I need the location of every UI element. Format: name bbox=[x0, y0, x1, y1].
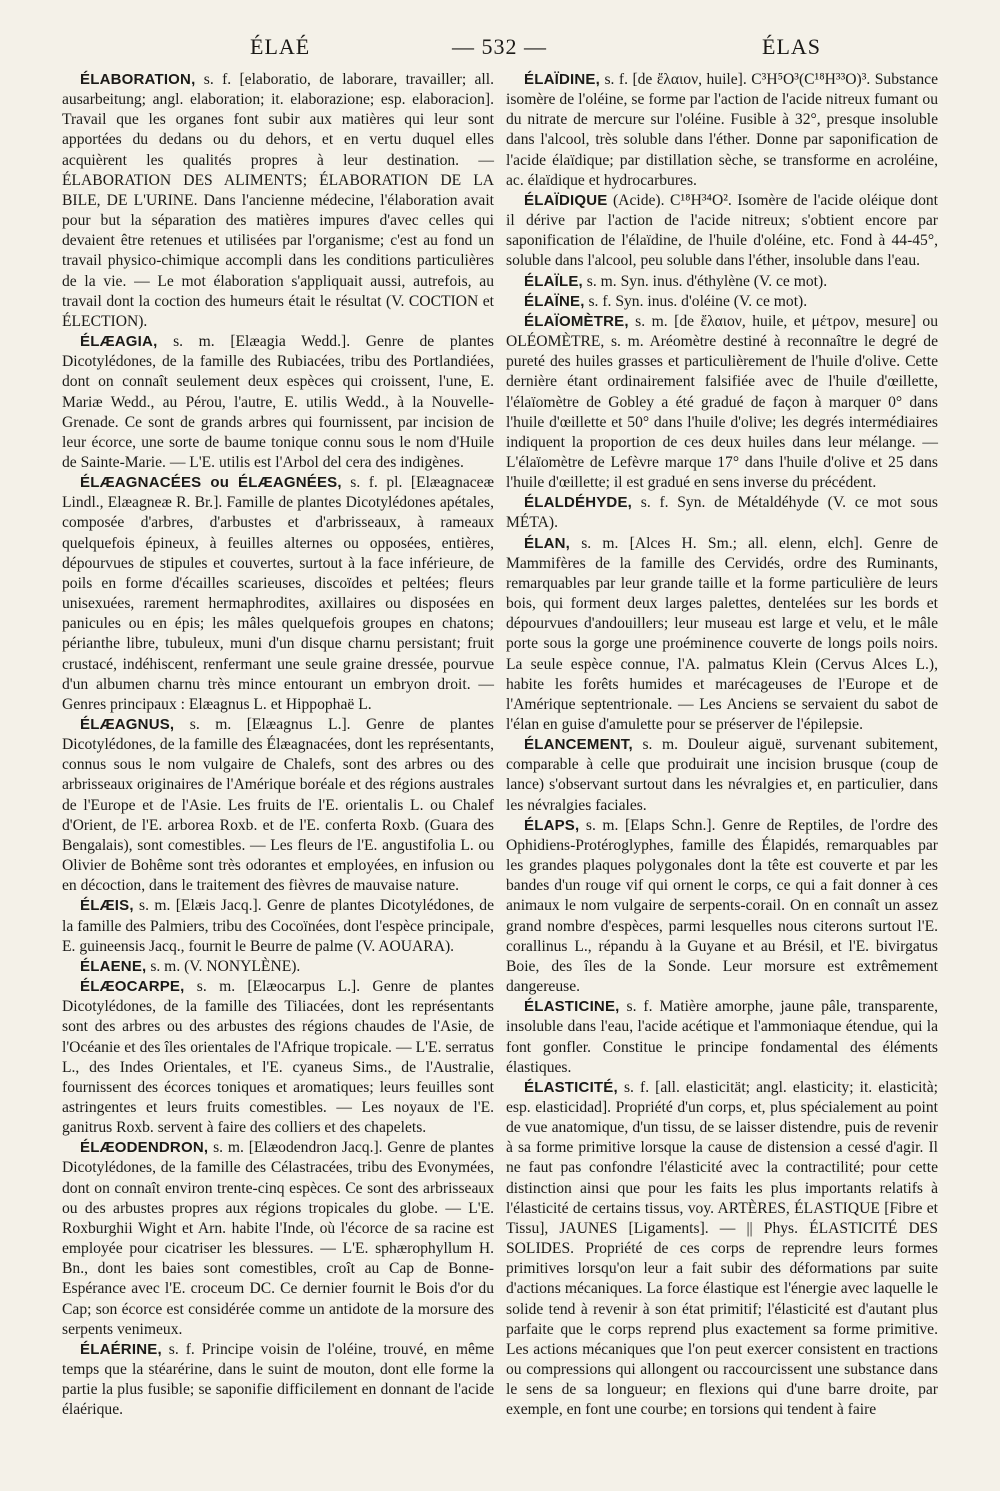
entry-headword: ÉLAÏOMÈTRE, bbox=[524, 312, 629, 330]
entry-headword: ÉLAÏDIQUE bbox=[524, 191, 608, 209]
dictionary-entry bbox=[506, 997, 938, 1078]
dictionary-entry bbox=[506, 735, 938, 816]
running-header bbox=[0, 34, 1000, 64]
entry-definition: s. m. [de ἔλαιον, huile, et μέτρον, mesure] ou OLÉOMÈTRE, s. m. Aréomètre destiné à reconnaître le degré de pureté des huiles grasses et particulièrement de l'huile d'olive. Cette dernière étant ordinairement falsifiée avec de l'huile d'œillette, l'élaïomètre de Gobley a été gradué de façon à marquer 0° dans l'huile d'œillette et 50° dans l'huile d'olive; les degrés intermédiaires indiquent la proportion de ces deux huiles dans leur mélange. — L'élaïomètre de Lefèvre marque 17° dans l'huile d'olive et 25 dans l'huile d'œillette; il est gradué en sens inverse du précédent. bbox=[506, 312, 938, 492]
entry-headword: ÉLÆAGNACÉES ou ÉLÆAGNÉES, bbox=[80, 474, 342, 492]
entry-headword: ÉLAENE, bbox=[80, 957, 147, 975]
dictionary-entry bbox=[506, 1078, 938, 1421]
entry-definition: s. m. [Elæagia Wedd.]. Genre de plantes Dicotylédones, de la famille des Rubiacées, tribu des Portlandiées, dont on connaît seulement deux espèces qui croissent, l'une, E. Mariæ Wedd., au Pérou, l'autre, E. utilis Wedd., à la Nouvelle-Grenade. Ce sont de grands arbres qui fournissent, par incision de leur écorce, une sorte de baume tonique connu sous le nom d'Huile de Sainte-Marie. — L'E. utilis est l'Arbol del cera des indigènes. bbox=[62, 333, 494, 471]
dictionary-entry bbox=[506, 534, 938, 736]
entry-headword: ÉLÆAGNUS, bbox=[80, 716, 175, 733]
entry-headword: ÉLAÉRINE, bbox=[80, 1340, 162, 1358]
entry-definition: s. m. Syn. inus. d'éthylène (V. ce mot). bbox=[582, 272, 828, 290]
entry-headword: ÉLÆODENDRON, bbox=[80, 1139, 209, 1157]
entry-definition: s. m. [Alces H. Sm.; all. elenn, elch]. Genre de Mammifères de la famille des Cervidés, ordre des Ruminants, remarquables par leur grande taille et la forme particulière de leurs bois, qui forment deux larges palettes, dentelées sur les bords et dépourvues d'andouillers; leur museau est large et velu, et le mâle porte sous la gorge une proéminence couverte de longs poils noirs. La seule espèce connue, l'A. palmatus Klein (Cervus Alces L.), habite les forêts humides et marécageuses de l'Europe et de l'Amérique septentrionale. — Les Anciens se servaient du sabot de l'élan en guise d'amulette pour se préserver de l'épilepsie. bbox=[506, 534, 938, 733]
dictionary-entry bbox=[62, 896, 494, 956]
dictionary-entry bbox=[506, 70, 938, 191]
right-column bbox=[506, 70, 938, 1420]
header-left-guide-word: ÉLAÉ bbox=[250, 34, 311, 59]
entry-definition: (Acide). C¹⁸H³⁴O². Isomère de l'acide oléique dont il dérive par l'action de l'acide nitreux; s'obtient encore par saponification de l'élaïdine, de l'huile d'oléine, etc. Fond à 44-45°, soluble dans l'alcool, peu soluble dans l'éther, insoluble dans l'eau. bbox=[506, 191, 938, 270]
dictionary-entry bbox=[62, 715, 494, 896]
entry-definition: s. f. Matière amorphe, jaune pâle, transparente, insoluble dans l'eau, l'acide acétique et l'ammoniaque étendue, qui la font gonfler. Constitue le principe fondamental des éléments élastiques. bbox=[506, 998, 938, 1076]
dictionary-entry bbox=[506, 292, 938, 312]
entry-headword: ÉLASTICITÉ, bbox=[524, 1078, 618, 1096]
entry-definition: s. f. Syn. de Métaldéhyde (V. ce mot sous MÉTA). bbox=[506, 494, 938, 532]
dictionary-entry bbox=[62, 473, 494, 715]
entry-definition: s. f. [elaboratio, de laborare, travailler; all. ausarbeitung; angl. elaboration; it. elaborazione; esp. elaboracion]. Travail que les organes font subir aux matières qui leur sont apportées du dedans ou du dehors, et en vertu duquel elles acquièrent les qualités propres à leur destination. — ÉLABORATION DES ALIMENTS; ÉLABORATION DE LA BILE, DE L'URINE. Dans l'ancienne médecine, l'élaboration avait pour but la séparation des matières impures d'avec celles qui devaient être retenues et utilisées par l'organisme; c'est au fond un travail physico-chimique accompli dans les conditions particulières de la vie. — Le mot élaboration s'appliquait aussi, autrefois, au travail dont la coction des humeurs était le résultat (V. COCTION et ÉLECTION). bbox=[62, 71, 494, 330]
dictionary-entry bbox=[506, 816, 938, 997]
entry-definition: s. f. [all. elasticität; angl. elasticity; it. elasticità; esp. elasticidad]. Propriété d'un corps, et, plus spécialement au point de vue anatomique, d'un tissu, de se laisser distendre, puis de revenir à sa forme primitive lorsque la cause de distension a cessé d'agir. Il ne faut pas confondre l'élasticité avec la contractilité; pour cette distinction ainsi que pour les faits les plus importants relatifs à l'élasticité de certains tissus, voy. ARTÈRES, ÉLASTIQUE [Fibre et Tissu], JAUNES [Ligaments]. — || Phys. ÉLASTICITÉ DES SOLIDES. Propriété de ces corps de reprendre leurs formes primitives lorsqu'on leur a fait subir des déformations par suite d'actions mécaniques. La force élastique est l'énergie avec laquelle le solide tend à revenir à son état primitif; l'élasticité est d'autant plus parfaite que le corps reprend plus exactement sa forme primitive. Les actions mécaniques que l'on peut exercer consistent en tractions ou compressions qui allongent ou raccourcissent une substance dans le sens de sa longueur; en flexions qui d'une barre droite, par exemple, en font une courbe; en torsions qui tendent à faire bbox=[506, 1078, 938, 1419]
entry-headword: ÉLABORATION, bbox=[80, 71, 196, 88]
entry-definition: s. m. (V. NONYLÈNE). bbox=[146, 957, 301, 975]
left-column bbox=[62, 70, 494, 1420]
entry-definition: s. m. [Elæagnus L.]. Genre de plantes Dicotylédones, de la famille des Élæagnacées, dont les représentants, connus sous le nom vulgaire de Chalefs, sont des arbres ou des arbrisseaux originaires de l'Amérique boréale et des régions australes de l'Europe et de l'Asie. Les fruits de l'E. orientalis L. ou Chalef d'Orient, de l'E. arborea Roxb. et de l'E. conferta Roxb. (Guara des Bengalais), sont comestibles. — Les fleurs de l'E. angustifolia L. ou Olivier de Bohême sont très odorantes et employées, en infusion ou en décoction, dans le traitement des fièvres de mauvaise nature. bbox=[62, 716, 494, 895]
entry-definition: s. m. [Elæocarpus L.]. Genre de plantes Dicotylédones, de la famille des Tiliacées, dont les représentants sont des arbres ou des arbustes des régions chaudes de l'Asie, de l'Océanie et des îles orientales de l'Afrique tropicale. — L'E. serratus L., des Indes Orientales, et l'E. cyaneus Sims., de l'Australie, fournissent des écorces toniques et aromatiques; leurs feuilles sont astringentes et leurs fruits comestibles. — Les noyaux de l'E. ganitrus Roxb. servent à faire des colliers et des chapelets. bbox=[62, 978, 494, 1137]
entry-definition: s. f. [de ἔλαιον, huile]. C³H⁵O³(C¹⁸H³³O)³. Substance isomère de l'oléine, se forme par l'action de l'acide nitreux fumant ou du nitrate de mercure sur l'oléine. Fusible à 32°, presque insoluble dans l'alcool, très soluble dans l'éther. Donne par saponification de l'acide élaïdique; par distillation sèche, se transforme en acroléine, ac. élaïdique et hydrocarbures. bbox=[506, 71, 938, 189]
entry-headword: ÉLÆOCARPE, bbox=[80, 978, 185, 996]
entry-definition: s. m. [Elaps Schn.]. Genre de Reptiles, de l'ordre des Ophidiens-Protéroglyphes, famille des Élapidés, remarquables par les grandes plaques polygonales dont la tête est couverte et par les bandes d'un rouge vif qui ornent le corps, ce qui a fait donner à ces animaux le nom vulgaire de serpents-corail. On en connaît un assez grand nombre d'espèces, parmi lesquelles nous citerons surtout l'E. corallinus L., répandu à la Guyane et au Brésil, et l'E. bivirgatus Boie, des îles de la Sonde. Leur morsure est extrêmement dangereuse. bbox=[506, 816, 938, 996]
entry-definition: s. m. [Elæis Jacq.]. Genre de plantes Dicotylédones, de la famille des Palmiers, tribu des Cocoïnées, dont l'espèce principale, E. guineensis Jacq., fournit le Beurre de palme (V. AOUARA). bbox=[62, 897, 494, 955]
dictionary-entry bbox=[62, 977, 494, 1138]
entry-headword: ÉLAPS, bbox=[524, 816, 580, 834]
entry-definition: s. f. pl. [Elæagnaceæ Lindl., Elæagneæ R. Br.]. Famille de plantes Dicotylédones apétales, composée d'arbres, d'arbustes et d'arbrisseaux, à rameaux quelquefois épineux, à feuilles alternes ou opposées, entières, dépourvues de stipules et couvertes, surtout à la face inférieure, de poils en forme d'écailles scarieuses, discoïdes et peltées; fleurs unisexuées, rarement hermaphrodites, axillaires ou disposées en panicules ou en épis; les mâles quelquefois groupes en chatons; périanthe libre, tubuleux, muni d'un disque charnu persistant; fruit crustacé, indéhiscent, renfermant une seule graine dressée, pourvue d'un albumen charnu très mince entourant un embryon droit. — Genres principaux : Elæagnus L. et Hippophaë L. bbox=[62, 474, 494, 713]
dictionary-entry bbox=[62, 332, 494, 473]
dictionary-entry bbox=[506, 493, 938, 533]
entry-headword: ÉLALDÉHYDE, bbox=[524, 494, 633, 512]
entry-definition: s. m. Douleur aiguë, survenant subitement, comparable à celle que produirait une incision brusque (coup de lance) s'observant surtout dans les névralgies et, en particulier, dans les névralgies faciales. bbox=[506, 736, 938, 814]
entry-definition: s. m. [Elæodendron Jacq.]. Genre de plantes Dicotylédones, de la famille des Célastracées, tribu des Evonymées, dont on connaît environ trente-cinq espèces. Ce sont des arbrisseaux ou des arbustes propres aux régions tropicales du globe. — L'E. Roxburghii Wight et Arn. habite l'Inde, où l'écorce de sa racine est employée pour cicatriser les blessures. — L'E. sphærophyllum H. Bn., dont les baies sont comestibles, croît au Cap de Bonne-Espérance avec l'E. croceum DC. Ce dernier fournit le Bois d'or du Cap; son écorce est considérée comme un antidote de la morsure des serpents venimeux. bbox=[62, 1139, 494, 1338]
dictionary-entry bbox=[62, 1340, 494, 1421]
entry-headword: ÉLÆIS, bbox=[80, 897, 134, 915]
dictionary-entry bbox=[506, 312, 938, 493]
dictionary-entry bbox=[62, 70, 494, 332]
entry-headword: ÉLAN, bbox=[524, 534, 570, 552]
entry-headword: ÉLAÏDINE, bbox=[524, 71, 600, 88]
entry-headword: ÉLAÏLE, bbox=[524, 272, 583, 290]
page-number: — 532 — bbox=[452, 34, 547, 59]
dictionary-entry bbox=[506, 191, 938, 272]
entry-headword: ÉLAÏNE, bbox=[524, 292, 585, 310]
dictionary-entry bbox=[506, 272, 938, 292]
entry-definition: s. f. Syn. inus. d'oléine (V. ce mot). bbox=[584, 292, 808, 310]
dictionary-entry bbox=[62, 1138, 494, 1340]
dictionary-entry bbox=[62, 957, 494, 977]
entry-definition: s. f. Principe voisin de l'oléine, trouvé, en même temps que la stéarérine, dans le suint de mouton, dont elle forme la partie la plus fusible; se saponifie difficilement en donnant de l'acide élaérique. bbox=[62, 1340, 494, 1419]
entry-headword: ÉLANCEMENT, bbox=[524, 736, 633, 754]
entry-headword: ÉLASTICINE, bbox=[524, 998, 620, 1016]
entry-headword: ÉLÆAGIA, bbox=[80, 333, 158, 351]
header-right-guide-word: ÉLAS bbox=[762, 34, 821, 59]
